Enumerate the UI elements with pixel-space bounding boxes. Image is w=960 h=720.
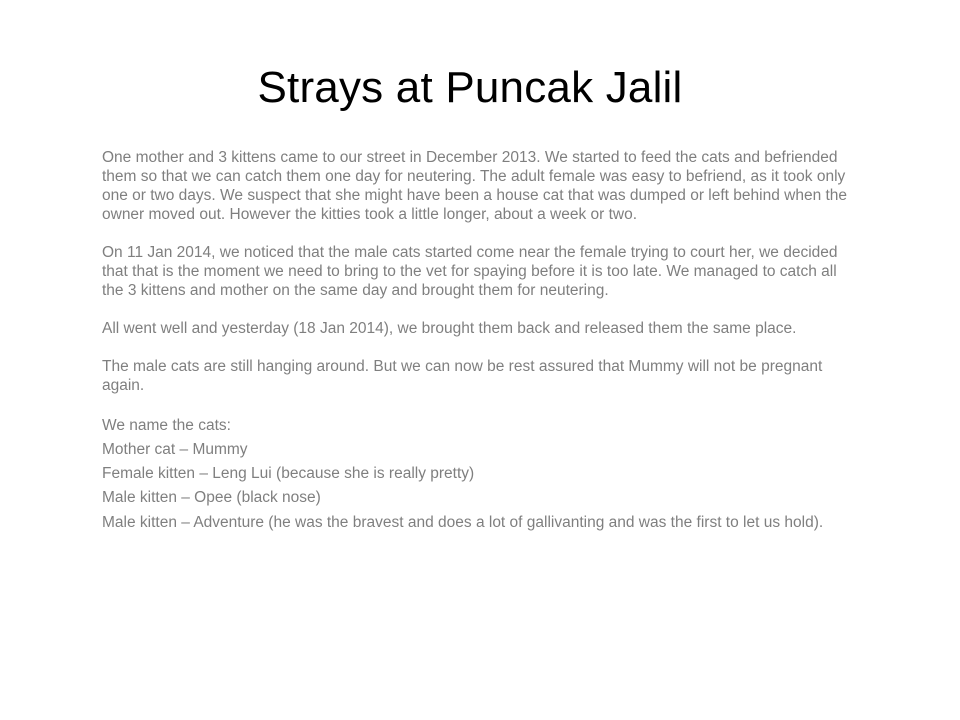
cat-name-leng-lui: Female kitten – Leng Lui (because she is really pretty) <box>102 465 475 482</box>
cat-names-list <box>102 414 862 532</box>
paragraph-male-cats: The male cats are still hanging around. But we can now be rest assured that Mummy will not be pregnant again. <box>102 358 823 394</box>
cat-names-intro: We name the cats: <box>102 417 231 434</box>
cat-name-opee: Male kitten – Opee (black nose) <box>102 489 321 506</box>
cat-name-adventure: Male kitten – Adventure (he was the bravest and does a lot of gallivanting and was the first to let us hold). <box>102 514 824 531</box>
slide-title: Strays at Puncak Jalil <box>257 63 683 112</box>
slide-body <box>102 148 862 532</box>
cat-name-mummy: Mother cat – Mummy <box>102 441 248 458</box>
paragraph-release: All went well and yesterday (18 Jan 2014), we brought them back and released them the same place. <box>102 320 797 337</box>
paragraph-intro: One mother and 3 kittens came to our street in December 2013. We started to feed the cats and befriended them so that we can catch them one day for neutering. The adult female was easy to befriend, as it took only one or two days. We suspect that she might have been a house cat that was dumped or left behind when the owner moved out. However the kitties took a little longer, about a week or two. <box>102 149 848 223</box>
paragraph-neutering: On 11 Jan 2014, we noticed that the male cats started come near the female trying to court her, we decided that that is the moment we need to bring to the vet for spaying before it is too late. We managed to catch all the 3 kittens and mother on the same day and brought them for neutering. <box>102 244 838 299</box>
